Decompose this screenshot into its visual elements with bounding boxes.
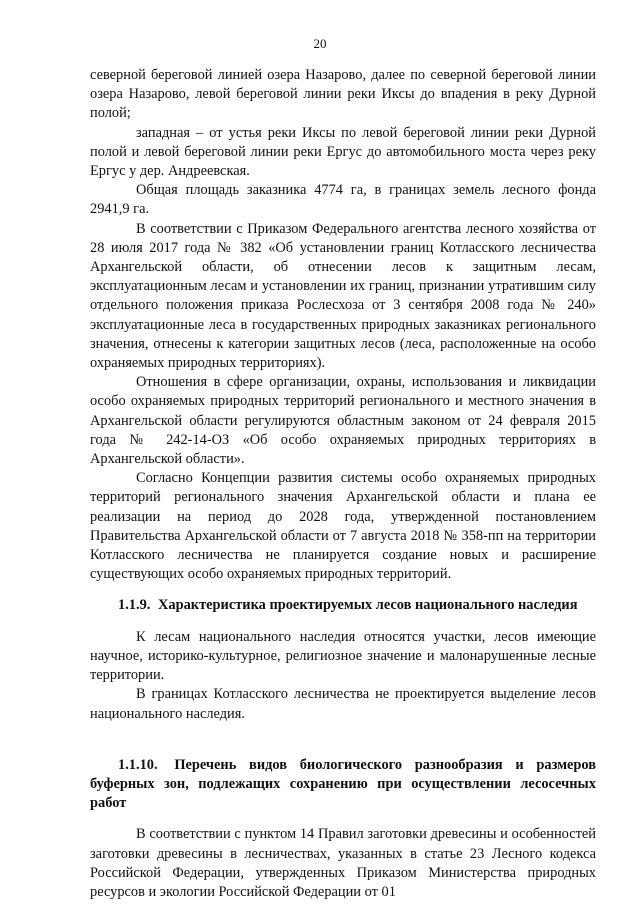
page-number: 20 — [313, 36, 327, 51]
section-spacer — [90, 584, 596, 596]
section-title: Перечень видов биологического разнообразия и размеров буферных зон, подлежащих сохранению при осуществлении лесосечных работ — [90, 756, 596, 812]
paragraph-heritage-definition: К лесам национального наследия относятся участки, лесов имеющие научное, историко-культурное, религиозное значение и малонарушенные лесные территории. — [90, 628, 596, 684]
section-spacer — [90, 724, 596, 756]
section-spacer — [90, 813, 596, 825]
paragraph-continuation: северной береговой линией озера Назарово, далее по северной береговой линии озера Назарово, левой береговой линии реки Иксы до впадения в реку Дурной полой; — [90, 67, 596, 122]
section-spacer — [90, 616, 596, 628]
paragraph-heritage-not-planned: В границах Котласского лесничества не проектируется выделение лесов национального наследия. — [90, 686, 596, 722]
page-content — [90, 66, 596, 902]
section-heading-1-1-9 — [90, 596, 596, 615]
paragraph-harvest-rules: В соответствии с пунктом 14 Правил заготовки древесины и особенностей заготовки древесины в лесничествах, указанных в статье 23 Лесного кодекса Российской Федерации, утвержденных Приказом Министерства природных ресурсов и экологии Российской Федерации от 01 — [90, 826, 596, 900]
paragraph-regional-law: Отношения в сфере организации, охраны, использования и ликвидации особо охраняемых природных территорий регионального и местного значения в Архангельской области регулируются областным законом от 24 февраля 2015 года № 242-14-ОЗ «Об особо охраняемых природных территориях в Архангельской области». — [90, 374, 596, 468]
section-number: 1.1.9. — [118, 597, 151, 614]
section-title: Характеристика проектируемых лесов национального наследия — [158, 597, 578, 614]
paragraph-concept: Согласно Концепции развития системы особо охраняемых природных территорий регионального значения Архангельской области и плана ее реализации на период до 2028 года, утвержденной постановлением Правительства Архангельской области от 7 августа 2018 № 358-пп на территории Котласского лесничества не планируется создание новых и расширение существующих особо охраняемых природных территорий. — [90, 470, 596, 583]
paragraph-total-area: Общая площадь заказника 4774 га, в границах земель лесного фонда 2941,9 га. — [90, 182, 596, 218]
paragraph-west-boundary: западная – от устья реки Иксы по левой береговой линии реки Дурной полой и левой береговой линии реки Ергус до автомобильного моста через реку Ергус у дер. Андреевская. — [90, 124, 596, 180]
section-number: 1.1.10. — [118, 756, 158, 773]
paragraph-order-rosleshoz: В соответствии с Приказом Федерального агентства лесного хозяйства от 28 июля 2017 года № 382 «Об установлении границ Котласского лесничества Архангельской области, об отнесении лесов к защитным лесам, эксплуатационным лесам и установлении их границ, признании утратившим силу отдельного положения приказа Рослесхоза от 3 сентября 2008 года № 240» эксплуатационные леса в государственных природных заказниках регионального значения, отнесены к категории защитных лесов (леса, расположенные на особо охраняемых природных территориях). — [90, 220, 596, 372]
section-heading-1-1-10 — [90, 756, 596, 814]
